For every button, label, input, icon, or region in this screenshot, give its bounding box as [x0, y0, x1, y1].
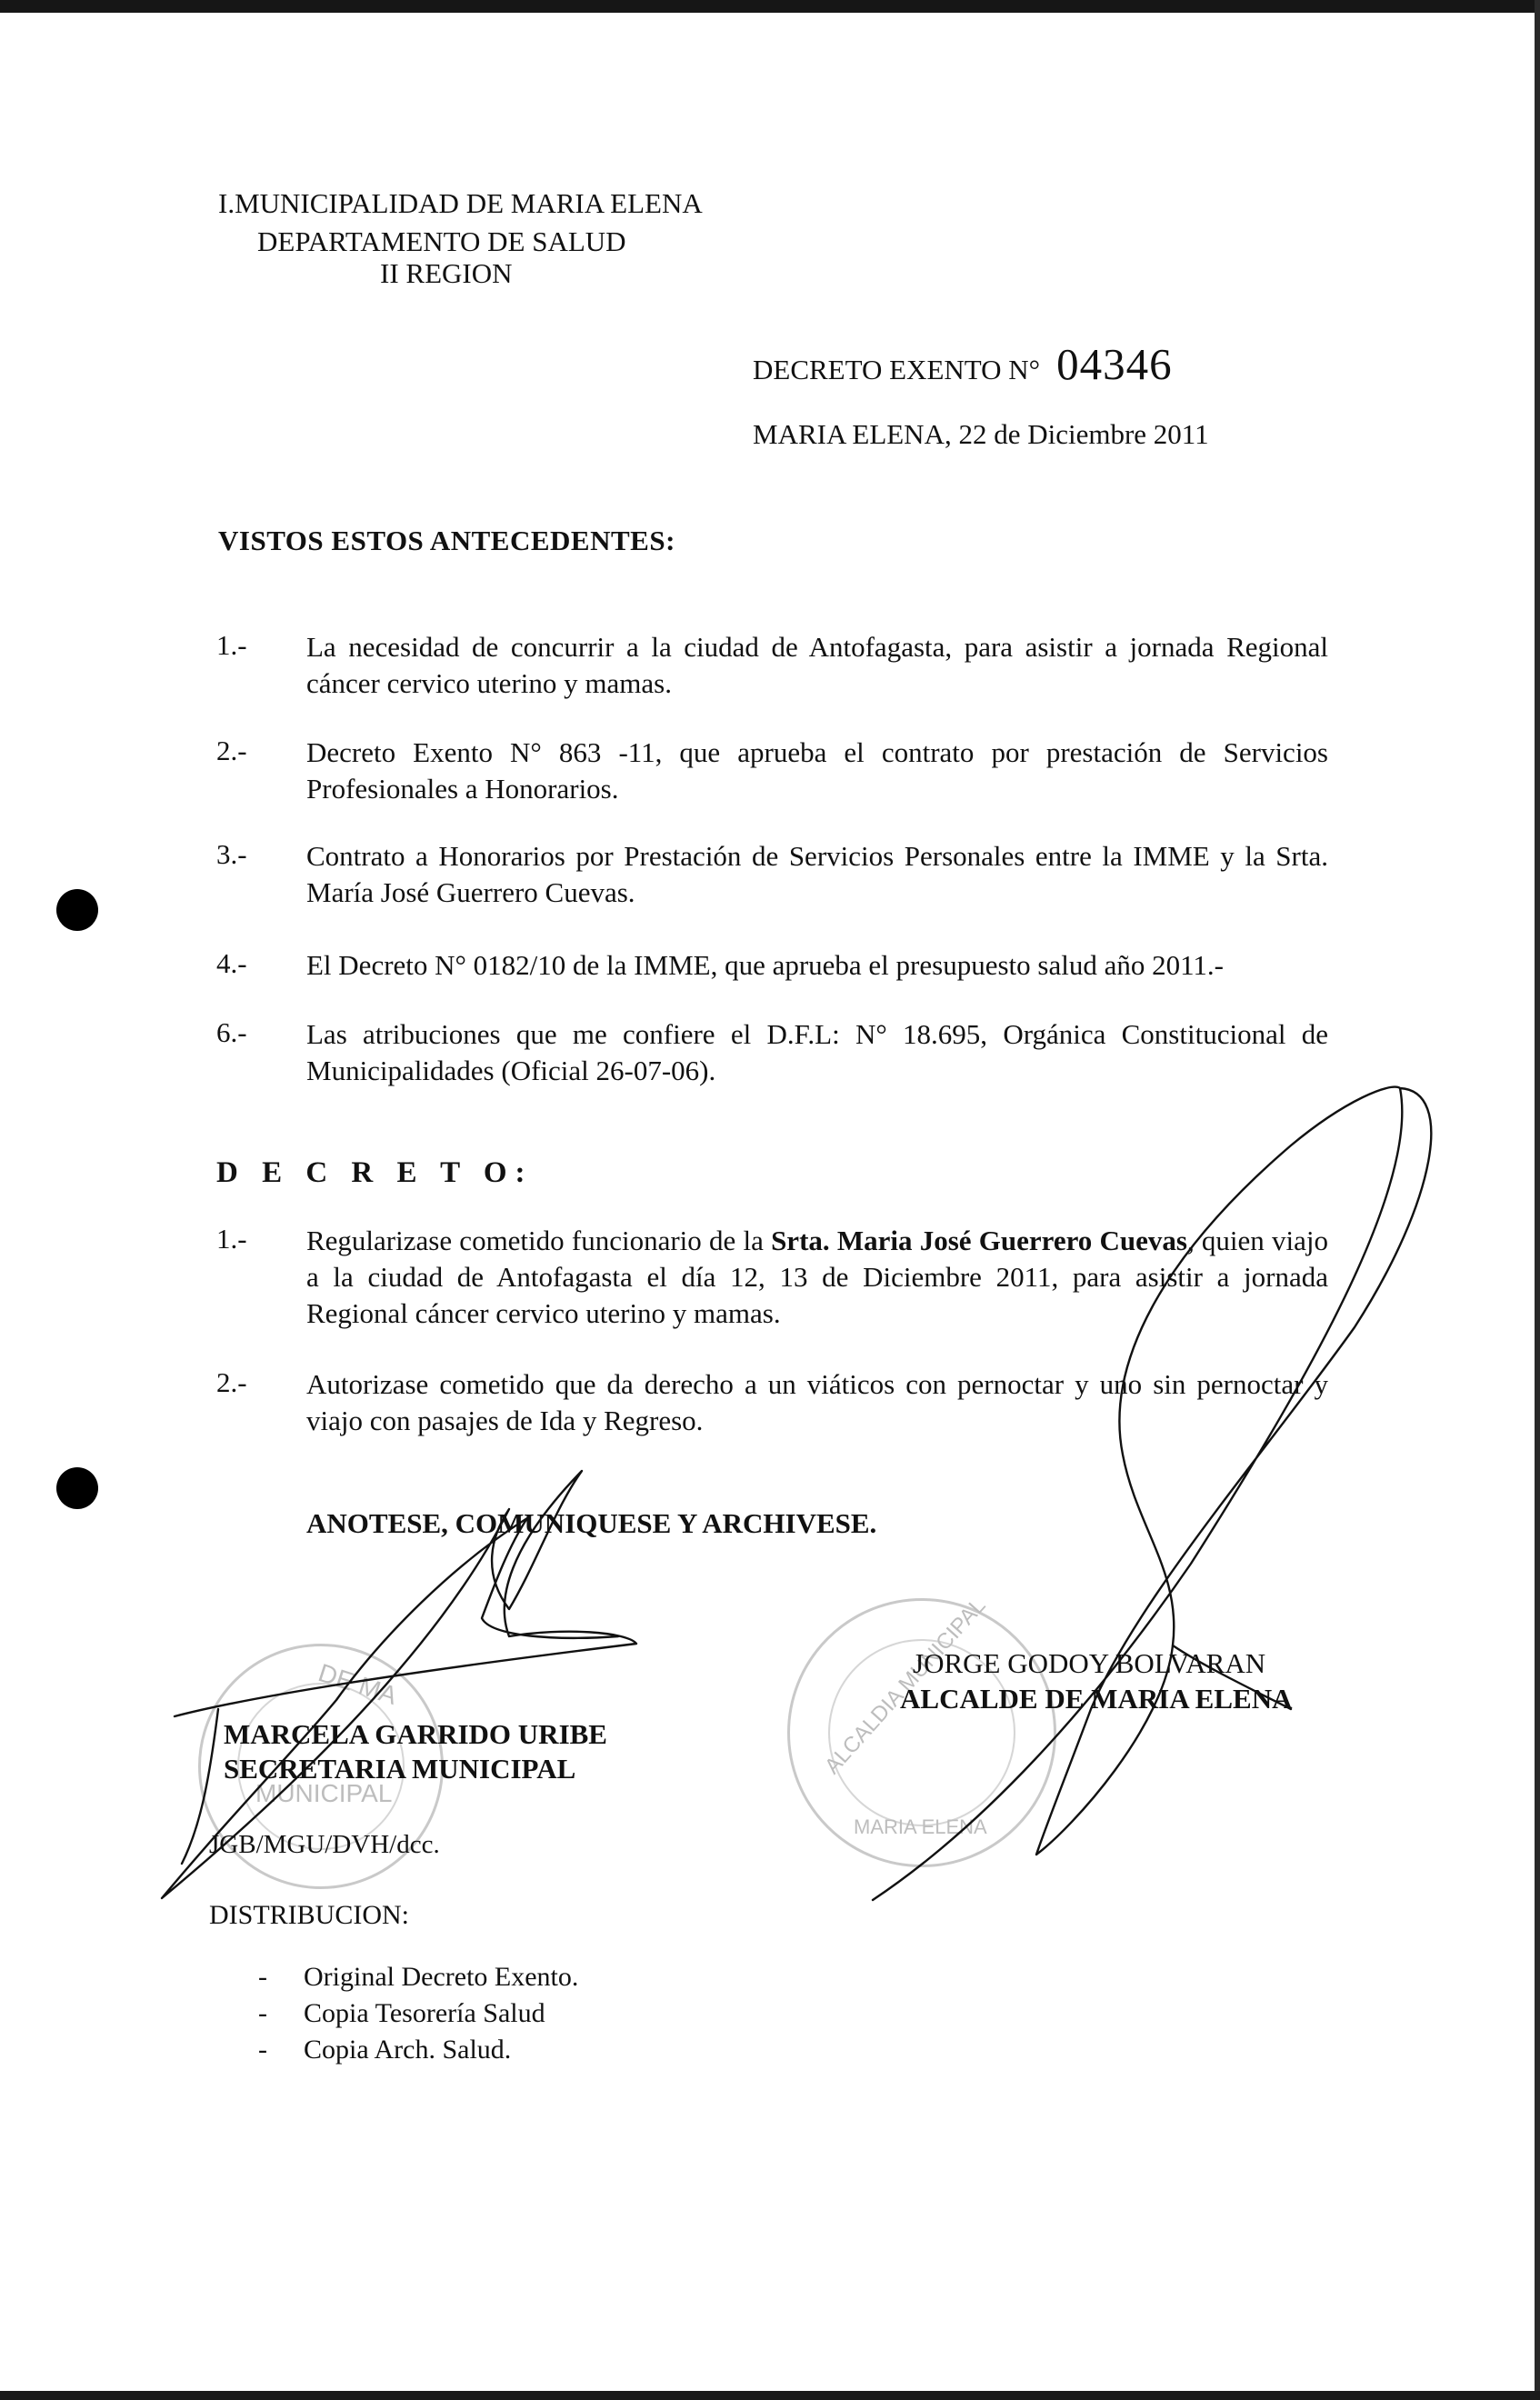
left-signatory-name: MARCELA GARRIDO URIBE	[224, 1718, 607, 1750]
scan-border-top	[0, 0, 1540, 13]
vistos-heading: VISTOS ESTOS ANTECEDENTES:	[218, 525, 675, 556]
stamp-right-arc-text: ALCALDIA MUNICIPAL	[820, 1593, 991, 1779]
closing-formula: ANOTESE, COMUNIQUESE Y ARCHIVESE.	[306, 1507, 877, 1539]
distribution-heading: DISTRIBUCION:	[209, 1900, 410, 1930]
vistos-item-number: 2.-	[216, 735, 247, 766]
distribution-list	[258, 1959, 578, 2068]
scan-border-bottom	[0, 2391, 1540, 2400]
vistos-item-number: 3.-	[216, 838, 247, 870]
punch-hole-bottom	[56, 1467, 98, 1509]
vistos-item-text: Contrato a Honorarios por Prestación de Servicios Personales entre la IMME y la Srta. María José Guerrero Cuevas.	[306, 840, 1328, 908]
header-department: DEPARTAMENTO DE SALUD	[257, 225, 626, 257]
stamp-right-bottom-text: MARIA ELENA	[854, 1815, 987, 1838]
decreto-heading: D E C R E T O:	[216, 1156, 534, 1189]
vistos-item-text: La necesidad de concurrir a la ciudad de Antofagasta, para asistir a jornada Regional cáncer cervico uterino y mamas.	[306, 631, 1328, 699]
decree-place-date: MARIA ELENA, 22 de Diciembre 2011	[753, 418, 1209, 450]
left-signatory-title: SECRETARIA MUNICIPAL	[224, 1753, 576, 1785]
decreto-item-number: 2.-	[216, 1366, 247, 1398]
vistos-item-number: 4.-	[216, 947, 247, 979]
right-signatory-name: JORGE GODOY BOLVARAN	[913, 1647, 1266, 1679]
vistos-item-text: El Decreto N° 0182/10 de la IMME, que aprueba el presupuesto salud año 2011.-	[306, 949, 1224, 981]
right-signatory-title: ALCALDE DE MARIA ELENA	[900, 1683, 1293, 1715]
punch-hole-top	[56, 889, 98, 931]
stamp-left-arc-text: DE MA	[315, 1658, 401, 1710]
decreto-item-text	[306, 1223, 1328, 1332]
beneficiary-name: Srta. Maria José Guerrero Cuevas	[771, 1225, 1187, 1256]
decreto-item-text-end: , quien viajo a la ciudad de Antofagasta el día 12, 13 de Diciembre 2011, para asistir a jornada Regional cáncer cervico uterino y mamas.	[306, 1225, 1328, 1329]
decree-label: DECRETO EXENTO N°	[753, 354, 1041, 385]
decreto-item-number: 1.-	[216, 1223, 247, 1255]
vistos-item-number: 6.-	[216, 1016, 247, 1048]
header-region: II REGION	[380, 257, 513, 289]
distribution-item: - Copia Tesorería Salud	[258, 1995, 578, 2032]
decreto-item-text: Autorizase cometido que da derecho a un viáticos con pernoctar y uno sin pernoctar y viajo con pasajes de Ida y Regreso.	[306, 1368, 1328, 1436]
vistos-item-text: Decreto Exento N° 863 -11, que aprueba el contrato por prestación de Servicios Profesionales a Honorarios.	[306, 736, 1328, 805]
distribution-item: - Original Decreto Exento.	[258, 1959, 578, 1995]
decreto-item-text-start: Regularizase cometido funcionario de la	[306, 1225, 772, 1256]
vistos-item-text: Las atribuciones que me confiere el D.F.L: N° 18.695, Orgánica Constitucional de Municipalidades (Oficial 26-07-06).	[306, 1018, 1328, 1086]
stamp-right	[787, 1593, 1056, 1867]
header-municipality: I.MUNICIPALIDAD DE MARIA ELENA	[218, 187, 703, 219]
reference-initials: JGB/MGU/DVH/dcc.	[209, 1830, 440, 1859]
distribution-item: - Copia Arch. Salud.	[258, 2032, 578, 2068]
decree-number-line	[753, 338, 1173, 390]
vistos-item-number: 1.-	[216, 629, 247, 661]
decree-number: 04346	[1056, 339, 1173, 389]
stamp-left-center-text: MUNICIPAL	[255, 1779, 393, 1807]
scan-border-right	[1535, 0, 1540, 2400]
